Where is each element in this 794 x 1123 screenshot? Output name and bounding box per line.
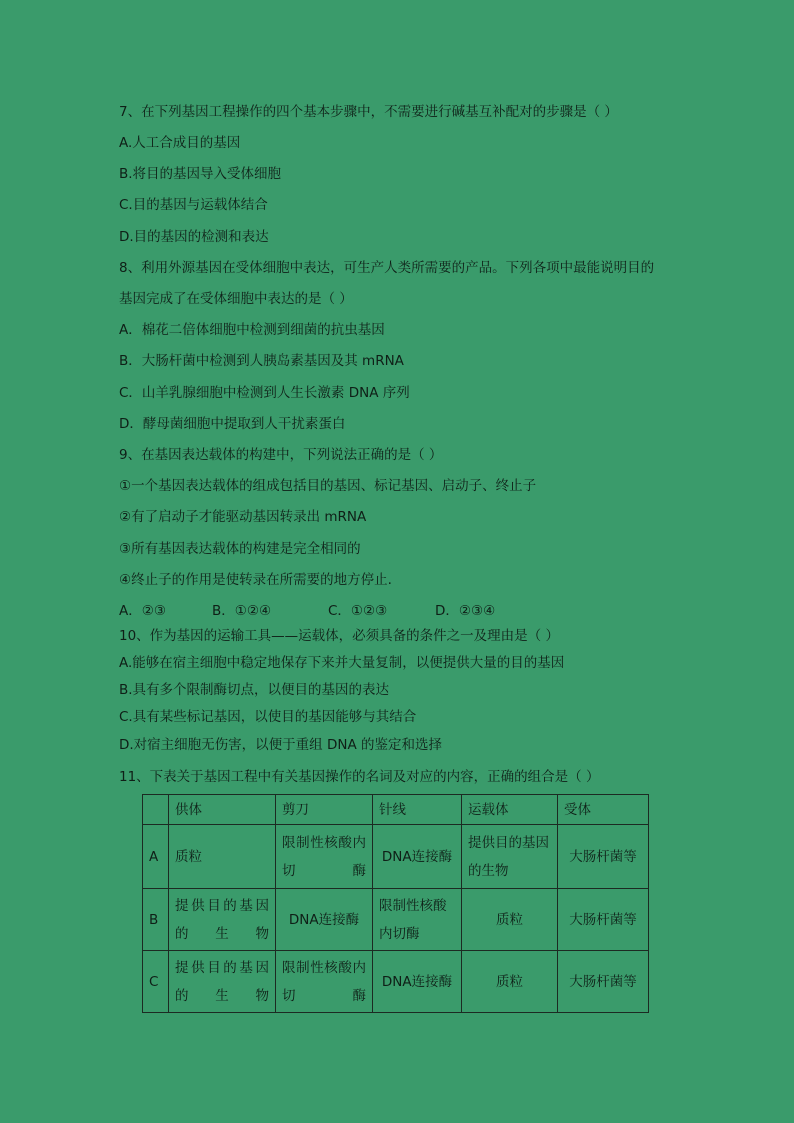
q7-option-b: B.将目的基因导入受体细胞 bbox=[119, 166, 282, 182]
q9-statement-1: ①一个基因表达载体的组成包括目的基因、标记基因、启动子、终止子 bbox=[119, 478, 537, 494]
table-header-row bbox=[143, 795, 649, 825]
q8-option-c: C．山羊乳腺细胞中检测到人生长激素 DNA 序列 bbox=[119, 385, 410, 401]
table-header-cell: 剪刀 bbox=[276, 795, 373, 825]
q9-statement-2: ②有了启动子才能驱动基因转录出 mRNA bbox=[119, 509, 367, 525]
q7-stem: 7、在下列基因工程操作的四个基本步骤中，不需要进行碱基互补配对的步骤是（ ） bbox=[119, 104, 618, 120]
table-cell: 提供目的基因的生物 bbox=[462, 825, 558, 889]
table-cell: 提供目的基因的生物 bbox=[169, 889, 276, 951]
table-cell: 大肠杆菌等 bbox=[558, 825, 649, 889]
table-cell: DNA连接酶 bbox=[373, 951, 462, 1013]
q7-option-d: D.目的基因的检测和表达 bbox=[119, 229, 269, 245]
q10-stem: 10、作为基因的运输工具——运载体，必须具备的条件之一及理由是（ ） bbox=[119, 628, 559, 644]
q10-option-d: D.对宿主细胞无伤害，以便于重组 DNA 的鉴定和选择 bbox=[119, 737, 442, 753]
table-cell: 大肠杆菌等 bbox=[558, 889, 649, 951]
table-cell: 质粒 bbox=[169, 825, 276, 889]
table-cell: 限制性核酸内切酶 bbox=[276, 825, 373, 889]
table-header-cell: 供体 bbox=[169, 795, 276, 825]
q11-stem: 11、下表关于基因工程中有关基因操作的名词及对应的内容，正确的组合是（ ） bbox=[119, 769, 600, 785]
q9-option-b: B．①②④ bbox=[212, 603, 272, 619]
table-cell: 质粒 bbox=[462, 889, 558, 951]
q8-option-b: B．大肠杆菌中检测到人胰岛素基因及其 mRNA bbox=[119, 353, 404, 369]
q11-table bbox=[142, 794, 649, 1013]
q9-option-d: D．②③④ bbox=[435, 603, 496, 619]
q9-options-row bbox=[119, 602, 519, 620]
table-row bbox=[143, 951, 649, 1013]
q10-option-c: C.具有某些标记基因，以使目的基因能够与其结合 bbox=[119, 709, 417, 725]
q9-statement-4: ④终止子的作用是使转录在所需要的地方停止. bbox=[119, 572, 392, 588]
q9-stem: 9、在基因表达载体的构建中，下列说法正确的是（ ） bbox=[119, 447, 443, 463]
table-cell-label: A bbox=[143, 825, 169, 889]
q7-option-a: A.人工合成目的基因 bbox=[119, 135, 241, 151]
q9-option-a: A．②③ bbox=[119, 603, 166, 619]
q7-option-c: C.目的基因与运载体结合 bbox=[119, 197, 268, 213]
q9-option-c: C．①②③ bbox=[328, 603, 388, 619]
table-cell: 质粒 bbox=[462, 951, 558, 1013]
table-cell-label: B bbox=[143, 889, 169, 951]
q9-statement-3: ③所有基因表达载体的构建是完全相同的 bbox=[119, 541, 361, 557]
table-cell: DNA连接酶 bbox=[373, 825, 462, 889]
q8-stem-line2: 基因完成了在受体细胞中表达的是（ ） bbox=[119, 291, 353, 307]
table-header-cell bbox=[143, 795, 169, 825]
q10-option-a: A.能够在宿主细胞中稳定地保存下来并大量复制，以便提供大量的目的基因 bbox=[119, 655, 565, 671]
table-header-cell: 受体 bbox=[558, 795, 649, 825]
table-header-cell: 运载体 bbox=[462, 795, 558, 825]
table-cell: 提供目的基因的生物 bbox=[169, 951, 276, 1013]
table-cell: 限制性核酸内切酶 bbox=[276, 951, 373, 1013]
table-cell: 大肠杆菌等 bbox=[558, 951, 649, 1013]
table-cell: DNA连接酶 bbox=[276, 889, 373, 951]
table-header-cell: 针线 bbox=[373, 795, 462, 825]
table-cell-label: C bbox=[143, 951, 169, 1013]
table-cell: 限制性核酸内切酶 bbox=[373, 889, 462, 951]
table-row bbox=[143, 825, 649, 889]
q8-option-a: A．棉花二倍体细胞中检测到细菌的抗虫基因 bbox=[119, 322, 385, 338]
table-row bbox=[143, 889, 649, 951]
q8-stem-line1: 8、利用外源基因在受体细胞中表达，可生产人类所需要的产品。下列各项中最能说明目的 bbox=[119, 260, 655, 276]
q8-option-d: D．酵母菌细胞中提取到人干扰素蛋白 bbox=[119, 416, 346, 432]
q10-option-b: B.具有多个限制酶切点，以便目的基因的表达 bbox=[119, 682, 390, 698]
